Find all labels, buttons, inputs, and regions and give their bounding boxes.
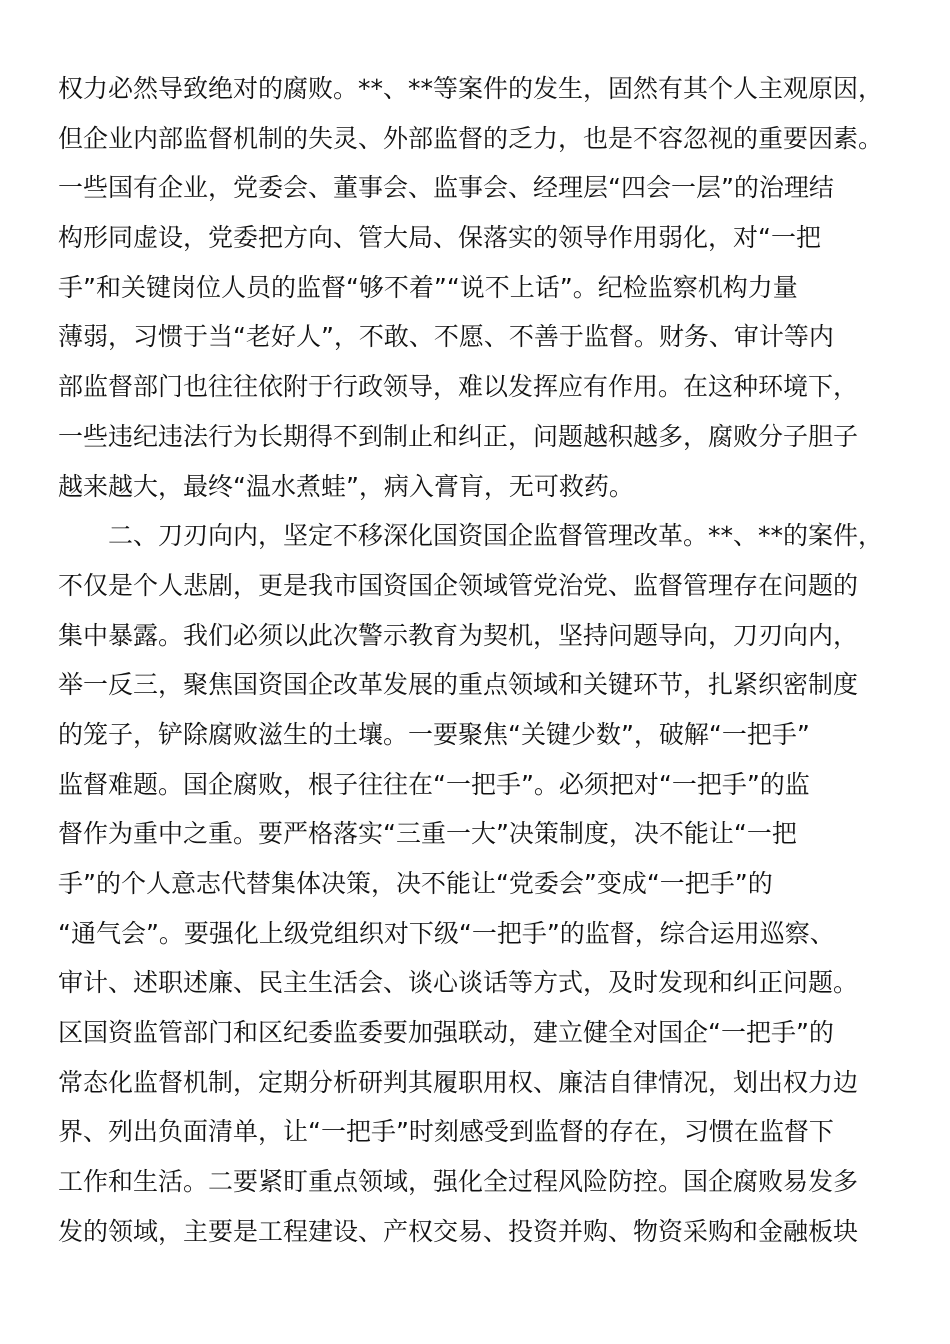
text-line: 构形同虚设，党委把方向、管大局、保落实的领导作用弱化，对“一把 — [58, 223, 821, 253]
text-line: 发的领域，主要是工程建设、产权交易、投资并购、物资采购和金融板块 — [58, 1216, 859, 1246]
text-line: 集中暴露。我们必须以此次警示教育为契机，坚持问题导向，刀刃向内， — [58, 620, 859, 650]
text-line: 的笼子，铲除腐败滋生的土壤。一要聚焦“关键少数”，破解“一把手” — [58, 719, 810, 749]
text-line: 监督难题。国企腐败，根子往往在“一把手”。必须把对“一把手”的监 — [58, 769, 810, 799]
text-line: 一些国有企业，党委会、董事会、监事会、经理层“四会一层”的治理结 — [58, 173, 834, 203]
text-line: 常态化监督机制，定期分析研判其履职用权、廉洁自律情况，划出权力边 — [58, 1067, 859, 1097]
text-line: 手”和关键岗位人员的监督“够不着”“说不上话”。纪检监察机构力量 — [58, 272, 798, 302]
text-line: “通气会”。要强化上级党组织对下级“一把手”的监督，综合运用巡察、 — [58, 918, 835, 948]
text-line: 区国资监管部门和区纪委监委要加强联动，建立健全对国企“一把手”的 — [58, 1018, 834, 1048]
text-line: 一些违纪违法行为长期得不到制止和纠正，问题越积越多，腐败分子胆子 — [58, 421, 859, 451]
text-line: 手”的个人意志代替集体决策，决不能让“党委会”变成“一把手”的 — [58, 869, 773, 898]
text-line: 但企业内部监督机制的失灵、外部监督的乏力，也是不容忽视的重要因素。 — [58, 123, 884, 153]
text-line: 越来越大，最终“温水煮蛙”，病入膏肓，无可救药。 — [58, 471, 634, 501]
text-line: 审计、述职述廉、民主生活会、谈心谈话等方式，及时发现和纠正问题。 — [58, 968, 859, 998]
text-line: 薄弱，习惯于当“老好人”，不敢、不愿、不善于监督。财务、审计等内 — [58, 322, 834, 352]
document-body — [58, 64, 892, 1257]
text-line: 工作和生活。二要紧盯重点领域，强化全过程风险防控。国企腐败易发多 — [58, 1167, 859, 1197]
text-line: 权力必然导致绝对的腐败。**、**等案件的发生，固然有其个人主观原因， — [58, 74, 884, 103]
text-line: 督作为重中之重。要严格落实“三重一大”决策制度，决不能让“一把 — [58, 819, 797, 849]
text-line: 界、列出负面清单，让“一把手”时刻感受到监督的存在，习惯在监督下 — [58, 1117, 834, 1147]
text-line: 举一反三，聚焦国资国企改革发展的重点领域和关键环节，扎紧织密制度 — [58, 670, 859, 700]
section-heading-line: 二、刀刃向内，坚定不移深化国资国企监督管理改革。**、**的案件， — [108, 521, 884, 551]
text-line: 部监督部门也往往依附于行政领导，难以发挥应有作用。在这种环境下， — [58, 372, 859, 402]
text-line: 不仅是个人悲剧，更是我市国资国企领域管党治党、监督管理存在问题的 — [58, 570, 859, 600]
